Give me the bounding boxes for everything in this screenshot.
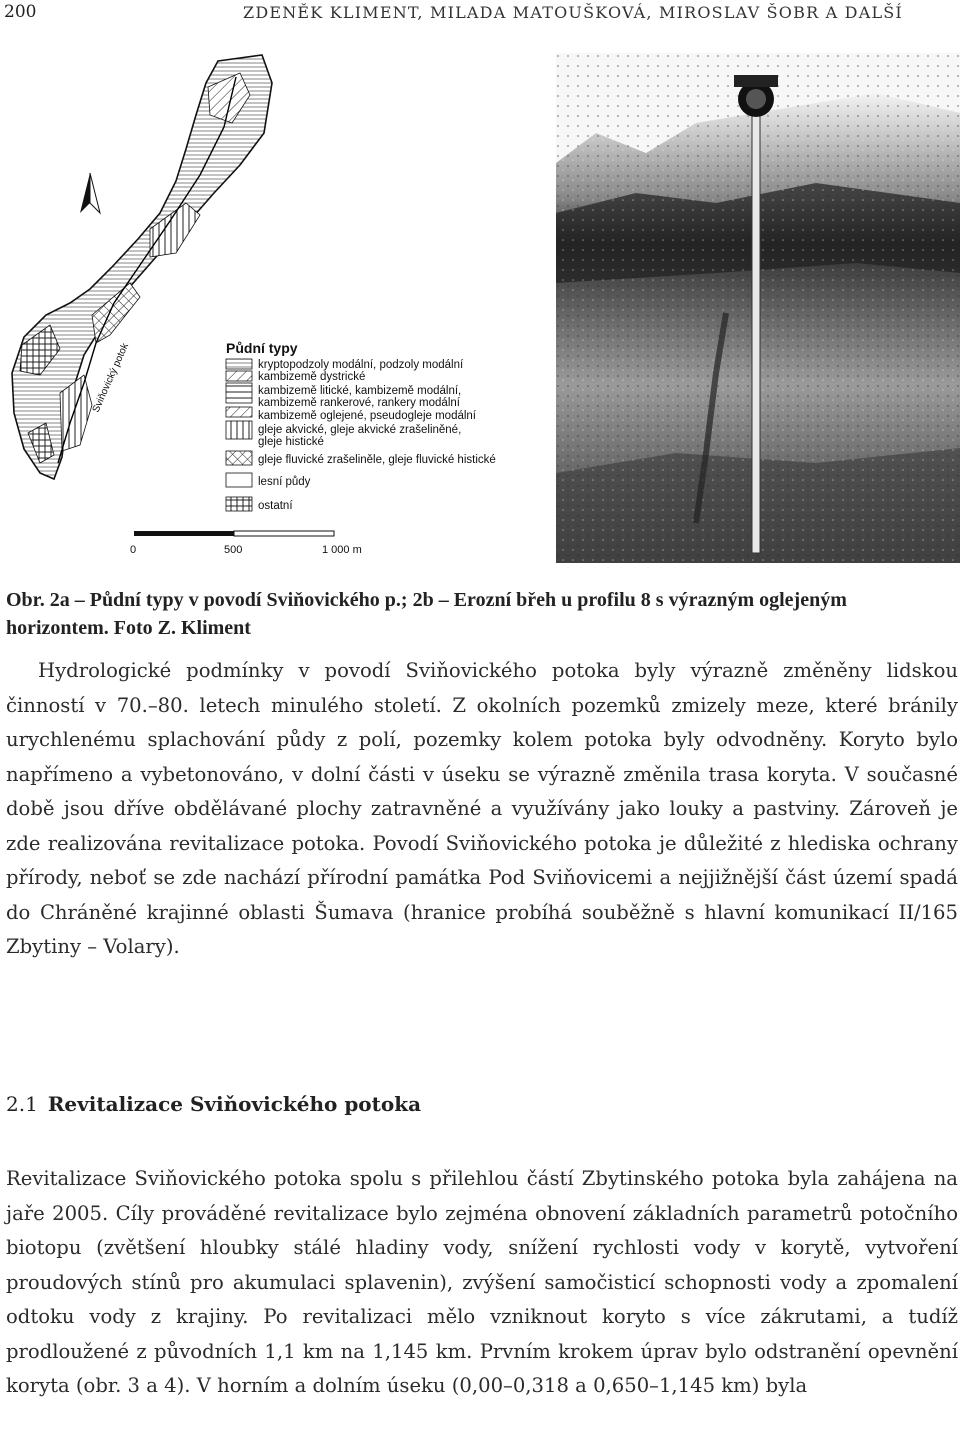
legend-item: kambizemě dystrické — [258, 371, 366, 383]
legend-title: Půdní typy — [226, 340, 298, 356]
section-heading — [6, 1092, 421, 1116]
scale-bar — [130, 531, 362, 556]
legend-item: kambizemě rankerové, rankery modální — [258, 397, 460, 409]
legend-item: lesní půdy — [258, 476, 311, 488]
legend-item: ostatní — [258, 500, 293, 512]
erosion-bank-photo — [556, 53, 960, 563]
legend-item: kryptopodzoly modální, podzoly modální — [258, 359, 464, 371]
scale-tick-500: 500 — [224, 544, 243, 556]
legend-item: kambizemě litické, kambizemě modální, — [258, 385, 462, 397]
body-paragraph: Revitalizace Sviňovického potoka spolu s přilehlou částí Zbytinského potoka byla zahájena na jaře 2005. Cíly prováděné revitalizace bylo zejména obnovení základních parametrů potočního biotopu (zvětšení hloubky stálé hladiny vody, snížení rychlosti vody v korytě, vytvoření proudových stínů pro akumulaci splavenin), zvýšení samočisticí schopnosti vody a zpomalení odtoku vody z krajiny. Po revitalizaci mělo vzniknout koryto s více zákrutami, a tudíž prodloužené z původních 1,1 km na 1,145 km. Prvním krokem úprav bylo odstranění opevnění koryta (obr. 3 a 4). V horním a dolním úseku (0,00–0,318 a 0,650–1,145 km) byla — [6, 1167, 958, 1397]
stream-label: Sviňovický potok — [90, 341, 132, 415]
legend-item: gleje histické — [258, 436, 324, 448]
figure-caption: Obr. 2a – Půdní typy v povodí Sviňovického p.; 2b – Erozní břeh u profilu 8 s výrazným oglejeným horizontem. Foto Z. Kliment — [6, 589, 847, 639]
running-head-authors: ZDENĚK KLIMENT, MILADA MATOUŠKOVÁ, MIROSLAV ŠOBR A DALŠÍ — [243, 3, 903, 22]
north-arrow-icon — [80, 173, 100, 213]
legend-item: kambizemě oglejené, pseudogleje modální — [258, 410, 477, 422]
running-head — [2, 0, 960, 34]
legend-item: gleje akvické, gleje akvické zrašeliněné, — [258, 424, 462, 436]
body-paragraph: Hydrologické podmínky v povodí Sviňovického potoka byly výrazně změněny lidskou činností v 70.–80. letech minulého století. Z okolních pozemků zmizely meze, které bránily urychlenému splachování půdy z polí, pozemky kolem potoka byly odvodněny. Koryto bylo napřímeno a vybetonováno, v dolní části v úseku se výrazně změnila trasa koryta. V současné době jsou dříve obdělávané plochy zatravněné a využívány jako louky a pastviny. Zároveň je zde realizována revitalizace potoka. Povodí Sviňovického potoka je důležité z hlediska ochrany přírody, neboť se zde nachází přírodní památka Pod Sviňovicemi a nejjižnější část území spadá do Chráněné krajinné oblasti Šumava (hranice probíhá souběžně s hlavní komunikací II/165 Zbytiny – Volary). — [6, 659, 958, 958]
page-number: 200 — [4, 2, 37, 22]
legend-item: gleje fluvické zrašeliněle, gleje fluvické histické — [258, 454, 496, 466]
scale-tick-0: 0 — [130, 544, 137, 556]
section-number: 2.1 — [6, 1092, 38, 1116]
legend — [226, 359, 496, 512]
soil-type-map — [0, 53, 556, 563]
section-title: Revitalizace Sviňovického potoka — [47, 1092, 422, 1116]
map-patch-gley — [150, 203, 200, 257]
scale-tick-1000: 1 000 m — [322, 544, 362, 556]
